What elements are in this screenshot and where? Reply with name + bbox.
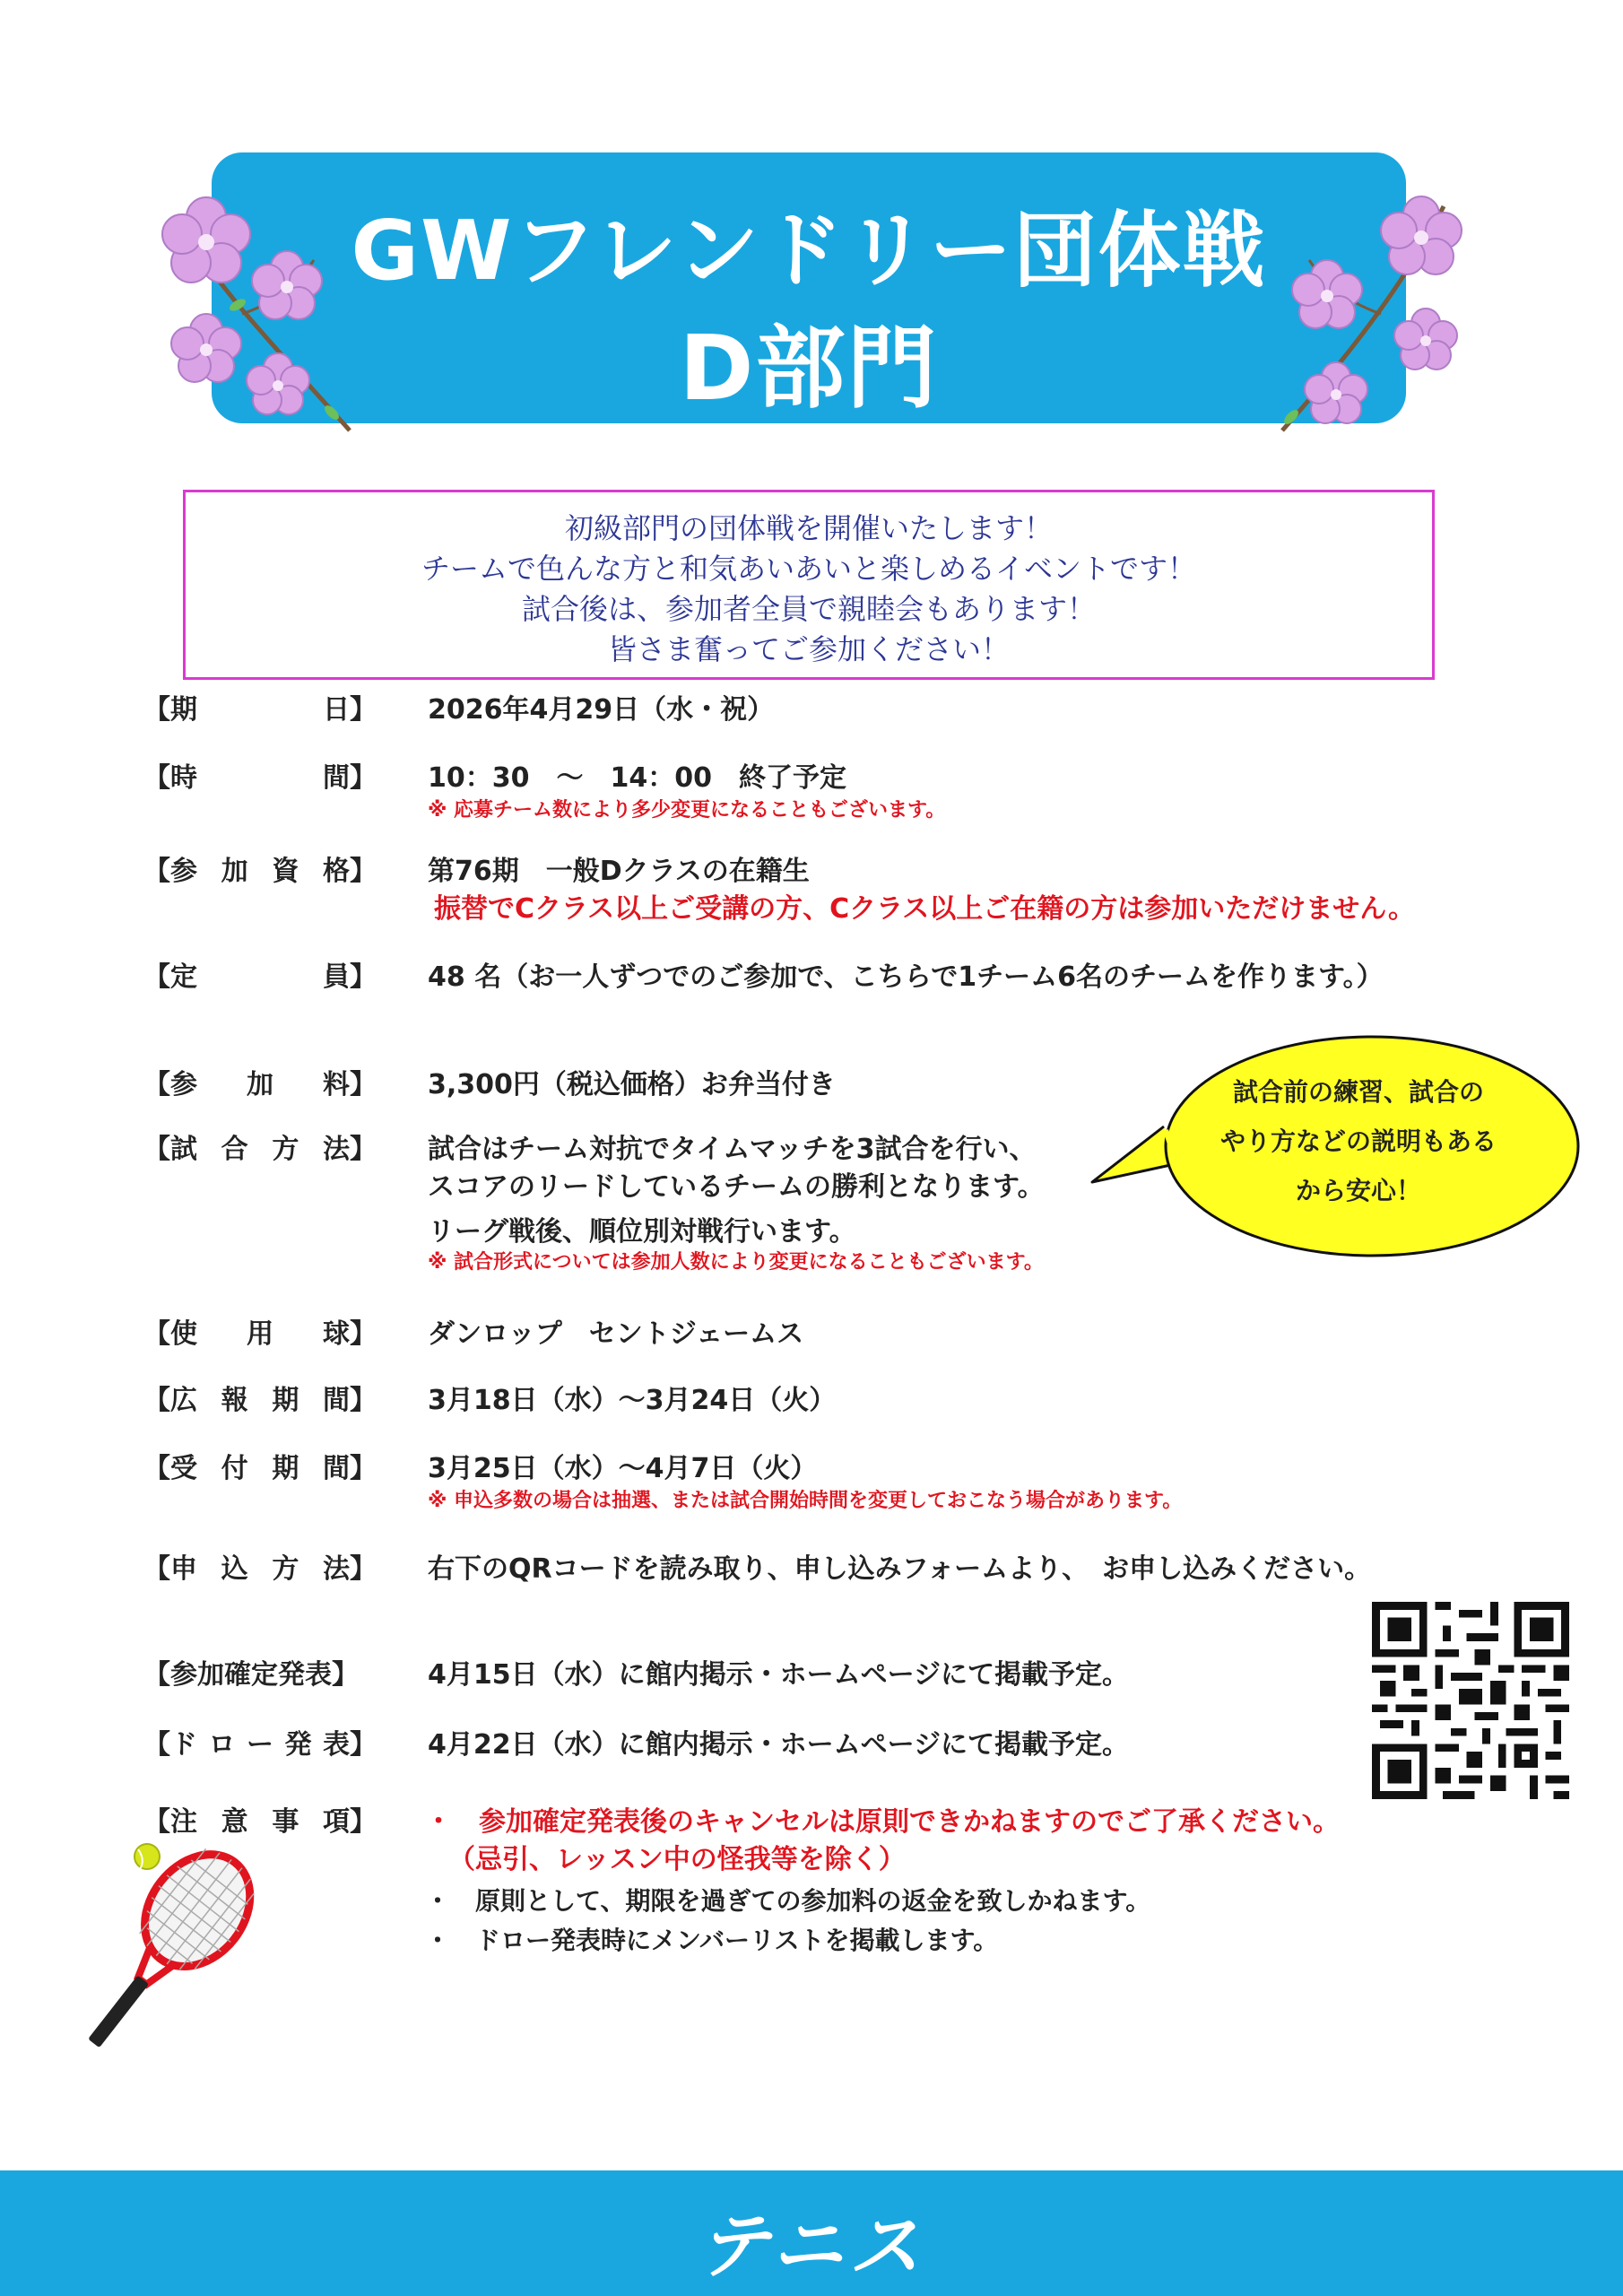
row-label: 【時 間】: [143, 762, 377, 794]
note-item: ・ 参加確定発表後のキャンセルは原則できかねますのでご了承ください。: [425, 1806, 1340, 1838]
intro-line: 試合後は、参加者全員で親睦会もあります！: [521, 592, 1096, 626]
row-label: 【使 用 球】: [143, 1318, 377, 1350]
tennis-racket-icon: [66, 1837, 264, 2052]
row-label: 【申 込 方 法】: [143, 1553, 377, 1585]
row-value: 48 名（お一人ずつでのご参加で、こちらで1チーム6名のチームを作ります。）: [428, 961, 1384, 993]
row-value: スコアのリードしているチームの勝利となります。: [428, 1171, 1045, 1203]
row-label: 【広 報 期 間】: [143, 1385, 377, 1416]
row-label: 【参 加 資 格】: [143, 856, 377, 887]
row-value: 2026年4月29日（水・祝）: [428, 694, 775, 726]
row-note: ※ 申込多数の場合は抽選、または試合開始時間を変更しておこなう場合があります。: [428, 1490, 1183, 1512]
row-label: 【試 合 方 法】: [143, 1134, 377, 1165]
row-value: 10：30 ～ 14：00 終了予定: [428, 762, 846, 794]
qr-code-icon[interactable]: [1372, 1602, 1569, 1799]
row-note: ※ 試合形式については参加人数により変更になることもございます。: [428, 1251, 1044, 1274]
note-item: （忌引、レッスン中の怪我等を除く）: [448, 1844, 906, 1875]
title-banner: [212, 152, 1406, 423]
intro-line: 初級部門の団体戦を開催いたします！: [564, 511, 1053, 545]
row-value: 4月22日（水）に館内掲示・ホームページにて掲載予定。: [428, 1729, 1130, 1761]
row-value: 3月18日（水）～3月24日（火）: [428, 1385, 837, 1416]
row-value: 3,300円（税込価格）お弁当付き: [428, 1069, 836, 1100]
row-label: 【受 付 期 間】: [143, 1453, 377, 1484]
row-note: ※ 応募チーム数により多少変更になることもございます。: [428, 799, 946, 822]
cherry-blossom-left-icon: [152, 188, 368, 439]
row-value: 右下のQRコードを読み取り、申し込みフォームより、 お申し込みください。: [428, 1553, 1372, 1585]
row-value: 3月25日（水）～4月7日（火）: [428, 1453, 818, 1484]
row-label: 【期 日】: [143, 694, 377, 726]
row-value: 4月15日（水）に館内掲示・ホームページにて掲載予定。: [428, 1659, 1130, 1691]
row-label: 【参加確定発表】: [143, 1659, 359, 1691]
page-title: GWフレンドリー団体戦: [351, 203, 1267, 299]
page-subtitle: D部門: [679, 316, 939, 421]
intro-box: [183, 490, 1435, 680]
row-value: ダンロップ セントジェームス: [428, 1318, 804, 1350]
row-value: 試合はチーム対抗でタイムマッチを3試合を行い、: [428, 1134, 1037, 1165]
row-value: リーグ戦後、順位別対戦行います。: [428, 1216, 856, 1248]
intro-line: 皆さま奮ってご参加ください！: [607, 632, 1010, 666]
row-value: 第76期 一般Dクラスの在籍生: [428, 856, 810, 887]
footer-logo: テニス: [697, 2205, 926, 2288]
row-label: 【ド ロ ー 発 表】: [143, 1729, 377, 1761]
speech-bubble-text: 試合前の練習、試合の やり方などの説明もある から安心！: [1219, 1077, 1497, 1205]
row-label: 【参 加 料】: [143, 1069, 377, 1100]
row-label: 【定 員】: [143, 961, 377, 993]
note-item: ・ ドロー発表時にメンバーリストを掲載します。: [425, 1926, 999, 1955]
cherry-blossom-right-icon: [1255, 188, 1471, 439]
row-label: 【注 意 事 項】: [143, 1806, 377, 1838]
row-warning: 振替でCクラス以上ご受講の方、Cクラス以上ご在籍の方は参加いただけません。: [434, 893, 1416, 925]
note-item: ・ 原則として、期限を過ぎての参加料の返金を致しかねます。: [425, 1886, 1151, 1916]
intro-line: チームで色んな方と和気あいあいと楽しめるイベントです！: [421, 552, 1196, 586]
footer-bar: [0, 2170, 1623, 2296]
